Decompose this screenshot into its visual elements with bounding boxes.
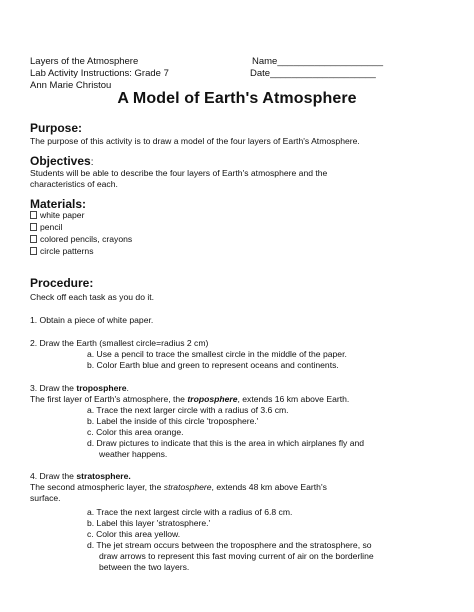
material-item: pencil xyxy=(30,222,62,233)
step-3d-line-2: weather happens. xyxy=(99,449,168,459)
step-1: 1. Obtain a piece of white paper. xyxy=(30,315,154,325)
checkbox-icon xyxy=(30,211,37,219)
troposphere-term: troposphere xyxy=(76,383,127,393)
step-3b: b. Label the inside of this circle 'troposphere.' xyxy=(87,416,259,426)
stratosphere-emphasis: stratosphere xyxy=(163,482,212,492)
step-3c: c. Color this area orange. xyxy=(87,427,184,437)
step-4c: c. Color this area yellow. xyxy=(87,529,181,539)
step-4d-line-3: between the two layers. xyxy=(99,562,190,572)
date-field xyxy=(250,68,376,79)
step-4-description-2: surface. xyxy=(30,493,61,503)
step-3d-line-1: d. Draw pictures to indicate that this is the area in which airplanes fly and xyxy=(87,438,365,448)
procedure-intro: Check off each task as you do it. xyxy=(30,292,155,302)
step-4-title: 4. Draw the stratosphere. xyxy=(30,471,131,481)
troposphere-emphasis: troposphere xyxy=(187,394,238,404)
stratosphere-term: stratosphere. xyxy=(76,471,131,481)
step-3a: a. Trace the next larger circle with a radius of 3.6 cm. xyxy=(87,405,289,415)
step-3-description: The first layer of Earth's atmosphere, the troposphere, extends 16 km above Earth. xyxy=(30,394,350,404)
step-2-title: 2. Draw the Earth (smallest circle=radius 2 cm) xyxy=(30,338,209,348)
course-title: Layers of the Atmosphere xyxy=(30,56,139,67)
author-name: Ann Marie Christou xyxy=(30,80,112,91)
step-2a: a. Use a pencil to trace the smallest circle in the middle of the paper. xyxy=(87,349,347,359)
objectives-line-1: Students will be able to describe the four layers of Earth's atmosphere and the xyxy=(30,168,328,178)
materials-heading: Materials: xyxy=(30,197,87,211)
material-item: white paper xyxy=(30,210,84,221)
date-label: Date xyxy=(250,68,271,79)
checkbox-icon xyxy=(30,223,37,231)
procedure-heading: Procedure: xyxy=(30,276,94,290)
checkbox-icon xyxy=(30,235,37,243)
page-title: A Model of Earth's Atmosphere xyxy=(117,90,357,107)
name-line: ____________________ xyxy=(277,56,384,67)
purpose-heading: Purpose: xyxy=(30,121,83,135)
step-4-description: The second atmospheric layer, the stratosphere, extends 48 km above Earth's xyxy=(30,482,327,492)
objectives-heading-text: Objectives xyxy=(30,154,91,168)
step-2b: b. Color Earth blue and green to represent oceans and continents. xyxy=(87,360,339,370)
material-item: colored pencils, crayons xyxy=(30,234,132,245)
objectives-colon: : xyxy=(90,157,94,168)
objectives-heading xyxy=(30,154,93,168)
step-4d-line-1: d. The jet stream occurs between the troposphere and the stratosphere, so xyxy=(87,540,372,550)
step-3-title: 3. Draw the troposphere. xyxy=(30,383,129,393)
objectives-line-2: characteristics of each. xyxy=(30,179,118,189)
step-4d-line-2: draw arrows to represent this fast moving current of air on the borderline xyxy=(99,551,374,561)
date-line: ____________________ xyxy=(270,68,376,79)
name-label: Name xyxy=(252,56,278,67)
step-4b: b. Label this layer 'stratosphere.' xyxy=(87,518,211,528)
checkbox-icon xyxy=(30,247,37,255)
name-field xyxy=(252,56,383,67)
purpose-text: The purpose of this activity is to draw a model of the four layers of Earth's Atmosphere. xyxy=(30,136,360,146)
step-4a: a. Trace the next largest circle with a radius of 6.8 cm. xyxy=(87,507,293,517)
material-item: circle patterns xyxy=(30,246,94,257)
lab-title: Lab Activity Instructions: Grade 7 xyxy=(30,68,169,79)
